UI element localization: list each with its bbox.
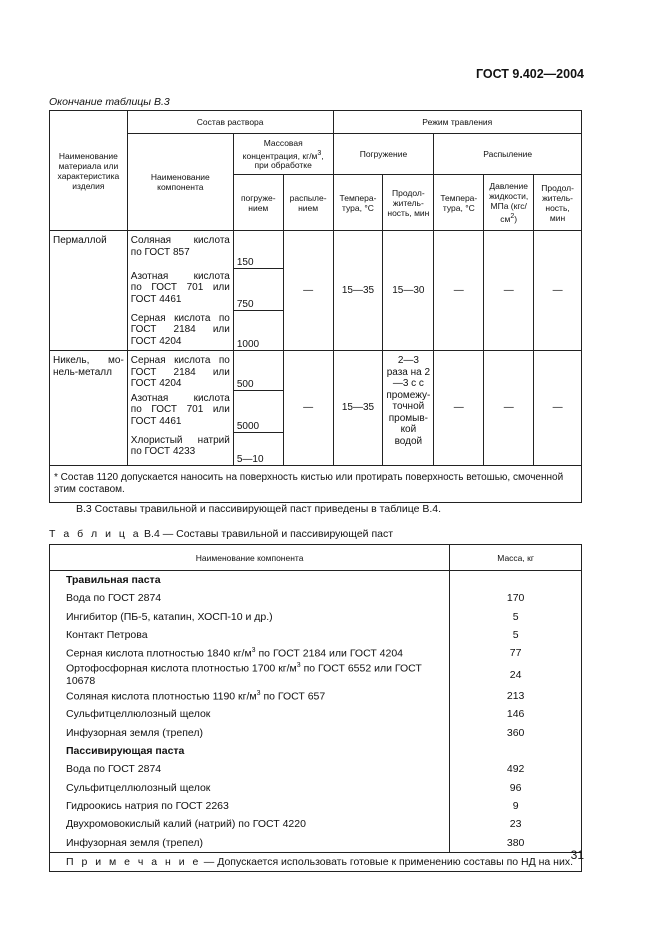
header-material: Наименование материала или характеристика изделия	[50, 111, 128, 231]
spray-duration-cell: —	[534, 351, 582, 466]
component-cell: Серная кислота по ГОСТ 2184 или ГОСТ 4204	[127, 351, 233, 391]
header-mode: Режим травления	[333, 111, 581, 134]
table-row	[50, 351, 582, 391]
header-immersion: Погружение	[333, 134, 434, 175]
mass-cell: 96	[450, 778, 582, 796]
document-header: ГОСТ 9.402—2004	[475, 67, 584, 81]
component-name-cell: Пассивирующая паста	[50, 742, 450, 760]
header-duration: Продол-житель-ность, мин	[383, 175, 434, 231]
mass-cell	[450, 742, 582, 760]
pressure-cell: —	[484, 231, 534, 351]
table-row	[50, 760, 582, 778]
table-b4-caption: Т а б л и ц а В.4 — Составы травильной и пассивирующей паст	[49, 528, 394, 540]
mass-cell: 24	[450, 662, 582, 687]
table-row	[50, 797, 582, 815]
component-name-cell: Вода по ГОСТ 2874	[50, 760, 450, 778]
conc-cell: 750	[233, 269, 283, 311]
spray-conc-cell: —	[283, 351, 333, 466]
component-name-cell: Соляная кислота плотностью 1190 $кг/м^3$ по ГОСТ 657	[50, 687, 450, 705]
conc-cell: 150	[233, 231, 283, 269]
header-mass-concentration: Массовая концентрация, $кг/м^3$, при обработке	[233, 134, 333, 175]
mass-cell: 170	[450, 589, 582, 607]
conc-cell: 500	[233, 351, 283, 391]
header-duration-2: Продол-житель-ность, мин	[534, 175, 582, 231]
component-cell: Хлористый натрий по ГОСТ 4233	[127, 433, 233, 466]
component-cell: Азотная кислота по ГОСТ 701 или ГОСТ 4461	[127, 269, 233, 311]
mass-cell: 5	[450, 608, 582, 626]
table-b3	[49, 110, 582, 503]
table-b4	[49, 544, 582, 872]
table-b3-caption: Окончание таблицы В.3	[49, 96, 170, 108]
mass-cell: 380	[450, 833, 582, 852]
material-cell: Никель, мо- нель-металл	[50, 351, 128, 466]
mass-cell: 77	[450, 644, 582, 662]
conc-cell: 5—10	[233, 433, 283, 466]
material-cell: Пермаллой	[50, 231, 128, 351]
spray-temp-cell: —	[434, 351, 484, 466]
table-row	[50, 662, 582, 687]
component-name-cell: Сульфитцеллюлозный щелок	[50, 778, 450, 796]
mass-cell	[450, 571, 582, 590]
header-pressure: Давление жидкости, МПа $(кгс/см^2)$	[484, 175, 534, 231]
table-row	[50, 644, 582, 662]
table-row	[50, 626, 582, 644]
mass-cell: 360	[450, 724, 582, 742]
mass-cell: 23	[450, 815, 582, 833]
component-name-cell: Инфузорная земля (трепел)	[50, 724, 450, 742]
spray-duration-cell: —	[534, 231, 582, 351]
mass-cell: 492	[450, 760, 582, 778]
table-row	[50, 724, 582, 742]
table-row	[50, 687, 582, 705]
header-mass: Масса, кг	[450, 545, 582, 571]
header-composition: Состав раствора	[127, 111, 333, 134]
mass-cell: 213	[450, 687, 582, 705]
table-row	[50, 833, 582, 852]
component-name-cell: Двухромовокислый калий (натрий) по ГОСТ 4220	[50, 815, 450, 833]
component-name-cell: Серная кислота плотностью 1840 $кг/м^3$ по ГОСТ 2184 или ГОСТ 4204	[50, 644, 450, 662]
mass-cell: 5	[450, 626, 582, 644]
header-temp: Темпера-тура, °С	[333, 175, 383, 231]
spray-temp-cell: —	[434, 231, 484, 351]
component-name-cell: Сульфитцеллюлозный щелок	[50, 705, 450, 723]
duration-cell: 2—3 раза на 2—3 с с промежу-точной промыв-кой водой	[383, 351, 434, 466]
mass-cell: 9	[450, 797, 582, 815]
header-component: Наименование компонента	[127, 134, 233, 231]
component-name-cell: Травильная паста	[50, 571, 450, 590]
table-row	[50, 742, 582, 760]
component-name-cell: Контакт Петрова	[50, 626, 450, 644]
paragraph-b3: В.3 Составы травильной и пассивирующей паст приведены в таблице В.4.	[76, 503, 442, 515]
component-name-cell: Инфузорная земля (трепел)	[50, 833, 450, 852]
table-row	[50, 778, 582, 796]
pressure-cell: —	[484, 351, 534, 466]
component-name-cell: Ортофосфорная кислота плотностью 1700 $кг/м^3$ по ГОСТ 6552 или ГОСТ 10678	[50, 662, 450, 687]
footnote-row	[50, 466, 582, 503]
table-row	[50, 571, 582, 590]
component-cell: Азотная кислота по ГОСТ 701 или ГОСТ 4461	[127, 391, 233, 433]
temp-cell: 15—35	[333, 231, 383, 351]
temp-cell: 15—35	[333, 351, 383, 466]
component-cell: Серная кислота по ГОСТ 2184 или ГОСТ 4204	[127, 311, 233, 351]
header-spray: Распыление	[434, 134, 582, 175]
conc-cell: 5000	[233, 391, 283, 433]
conc-cell: 1000	[233, 311, 283, 351]
component-name-cell: Ингибитор (ПБ-5, катапин, ХОСП-10 и др.)	[50, 608, 450, 626]
header-immersion-sub: погруже-нием	[233, 175, 283, 231]
table-row	[50, 608, 582, 626]
footnote: * Состав 1120 допускается наносить на поверхность кистью или протирать поверхность ветошью, смоченной этим составом.	[50, 466, 582, 503]
table-row	[50, 231, 582, 269]
spray-conc-cell: —	[283, 231, 333, 351]
header-spray-sub: распыле-нием	[283, 175, 333, 231]
header-component-name: Наименование компонента	[50, 545, 450, 571]
table-row	[50, 705, 582, 723]
header-temp-2: Темпера-тура, °С	[434, 175, 484, 231]
table-row	[50, 589, 582, 607]
table-note: П р и м е ч а н и е — Допускается использовать готовые к применению составы по НД на них.	[50, 852, 582, 871]
mass-cell: 146	[450, 705, 582, 723]
component-name-cell: Вода по ГОСТ 2874	[50, 589, 450, 607]
page-number: 31	[570, 848, 584, 862]
duration-cell: 15—30	[383, 231, 434, 351]
table-row	[50, 815, 582, 833]
component-name-cell: Гидроокись натрия по ГОСТ 2263	[50, 797, 450, 815]
component-cell: Соляная кислота по ГОСТ 857	[127, 231, 233, 269]
